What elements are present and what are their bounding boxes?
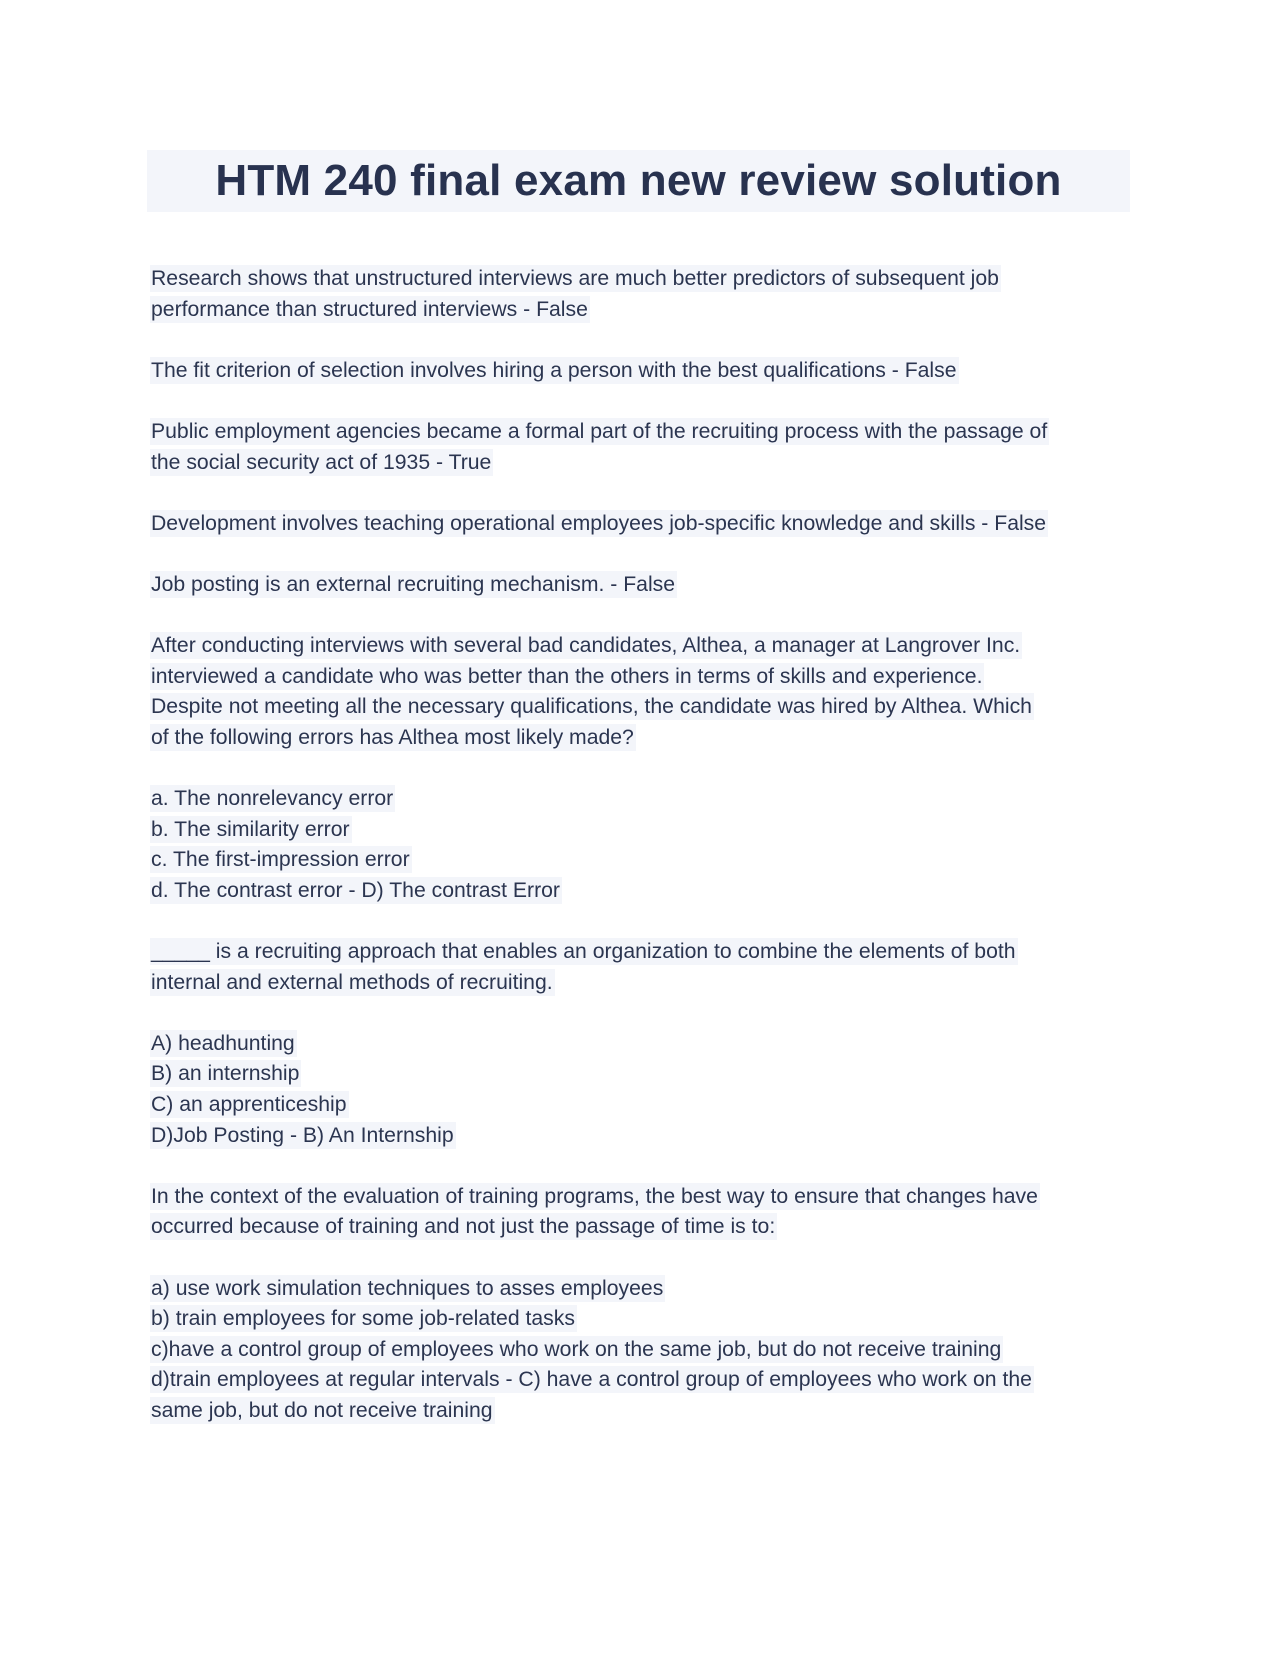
paragraph-gap <box>150 601 1140 632</box>
text-span: a) use work simulation techniques to asses employees <box>151 1276 664 1300</box>
text-span: interviewed a candidate who was better than the others in terms of skills and experience. <box>151 664 983 688</box>
text-span: of the following errors has Althea most likely made? <box>151 725 634 749</box>
question-7-option-c <box>150 1090 1140 1121</box>
paragraph-gap <box>150 386 1140 417</box>
text-span: c)have a control group of employees who work on the same job, but do not receive training <box>151 1337 1002 1361</box>
text-span: A) headhunting <box>151 1031 295 1055</box>
paragraph-gap <box>150 998 1140 1029</box>
text-span: Public employment agencies became a formal part of the recruiting process with the passage of <box>151 419 1048 443</box>
question-6-option-a <box>150 784 1140 815</box>
question-7-option-d <box>150 1121 1140 1152</box>
title-band <box>147 150 1130 212</box>
question-3-line-1 <box>150 417 1140 448</box>
text-span: b. The similarity error <box>151 817 350 841</box>
text-span: Research shows that unstructured interviews are much better predictors of subsequent job <box>151 267 999 290</box>
question-6-option-c <box>150 845 1140 876</box>
text-span: Development involves teaching operational employees job-specific knowledge and skills - False <box>151 511 1047 535</box>
text-span: B) an internship <box>151 1062 300 1086</box>
question-1-line-1 <box>150 264 1140 295</box>
paragraph-gap <box>150 1151 1140 1182</box>
question-6-line-4 <box>150 723 1140 754</box>
text-span: performance than structured interviews - False <box>151 297 588 321</box>
question-1-line-2 <box>150 295 1140 326</box>
page-title: HTM 240 final exam new review solution <box>215 156 1062 205</box>
text-span: The fit criterion of selection involves hiring a person with the best qualifications - False <box>151 358 957 382</box>
text-span: internal and external methods of recruiting. <box>151 970 553 994</box>
question-6-line-1 <box>150 631 1140 662</box>
text-span: the social security act of 1935 - True <box>151 450 492 474</box>
question-8-option-c <box>150 1335 1140 1366</box>
text-span: d)train employees at regular intervals - C) have a control group of employees who work on the <box>151 1368 1032 1392</box>
question-6-line-3 <box>150 692 1140 723</box>
text-span: occurred because of training and not just the passage of time is to: <box>151 1215 776 1239</box>
text-span: d. The contrast error - D) The contrast Error <box>151 878 560 902</box>
question-8-line-2 <box>150 1212 1140 1243</box>
text-span: b) train employees for some job-related tasks <box>151 1307 575 1331</box>
paragraph-gap <box>150 325 1140 356</box>
paragraph-gap <box>150 1243 1140 1274</box>
question-6-option-b <box>150 815 1140 846</box>
question-7-line-2 <box>150 968 1140 999</box>
question-4-line-1 <box>150 509 1140 540</box>
question-3-line-2 <box>150 448 1140 479</box>
text-span: same job, but do not receive training <box>151 1398 493 1422</box>
text-span: In the context of the evaluation of training programs, the best way to ensure that changes have <box>151 1184 1038 1208</box>
text-span: _____ is a recruiting approach that enables an organization to combine the elements of both <box>151 940 1016 964</box>
paragraph-gap <box>150 478 1140 509</box>
paragraph-gap <box>150 906 1140 937</box>
question-8-option-d-line-1 <box>150 1365 1140 1396</box>
question-6-option-d <box>150 876 1140 907</box>
text-span: a. The nonrelevancy error <box>151 787 394 811</box>
paragraph-gap <box>150 754 1140 785</box>
text-span: After conducting interviews with several bad candidates, Althea, a manager at Langrover Inc. <box>151 634 1021 658</box>
document-body <box>150 264 1140 1427</box>
question-7-option-a <box>150 1029 1140 1060</box>
question-6-line-2 <box>150 662 1140 693</box>
paragraph-gap <box>150 539 1140 570</box>
text-span: C) an apprenticeship <box>151 1093 347 1117</box>
question-2-line-1 <box>150 356 1140 387</box>
text-span: Job posting is an external recruiting mechanism. - False <box>151 572 676 596</box>
question-8-line-1 <box>150 1182 1140 1213</box>
question-5-line-1 <box>150 570 1140 601</box>
text-span: c. The first-impression error <box>151 848 410 872</box>
text-span: Despite not meeting all the necessary qualifications, the candidate was hired by Althea. Which <box>151 695 1032 719</box>
question-8-option-a <box>150 1274 1140 1305</box>
text-span: D)Job Posting - B) An Internship <box>151 1123 454 1147</box>
question-7-line-1 <box>150 937 1140 968</box>
question-8-option-b <box>150 1304 1140 1335</box>
question-7-option-b <box>150 1059 1140 1090</box>
question-8-option-d-line-2 <box>150 1396 1140 1427</box>
